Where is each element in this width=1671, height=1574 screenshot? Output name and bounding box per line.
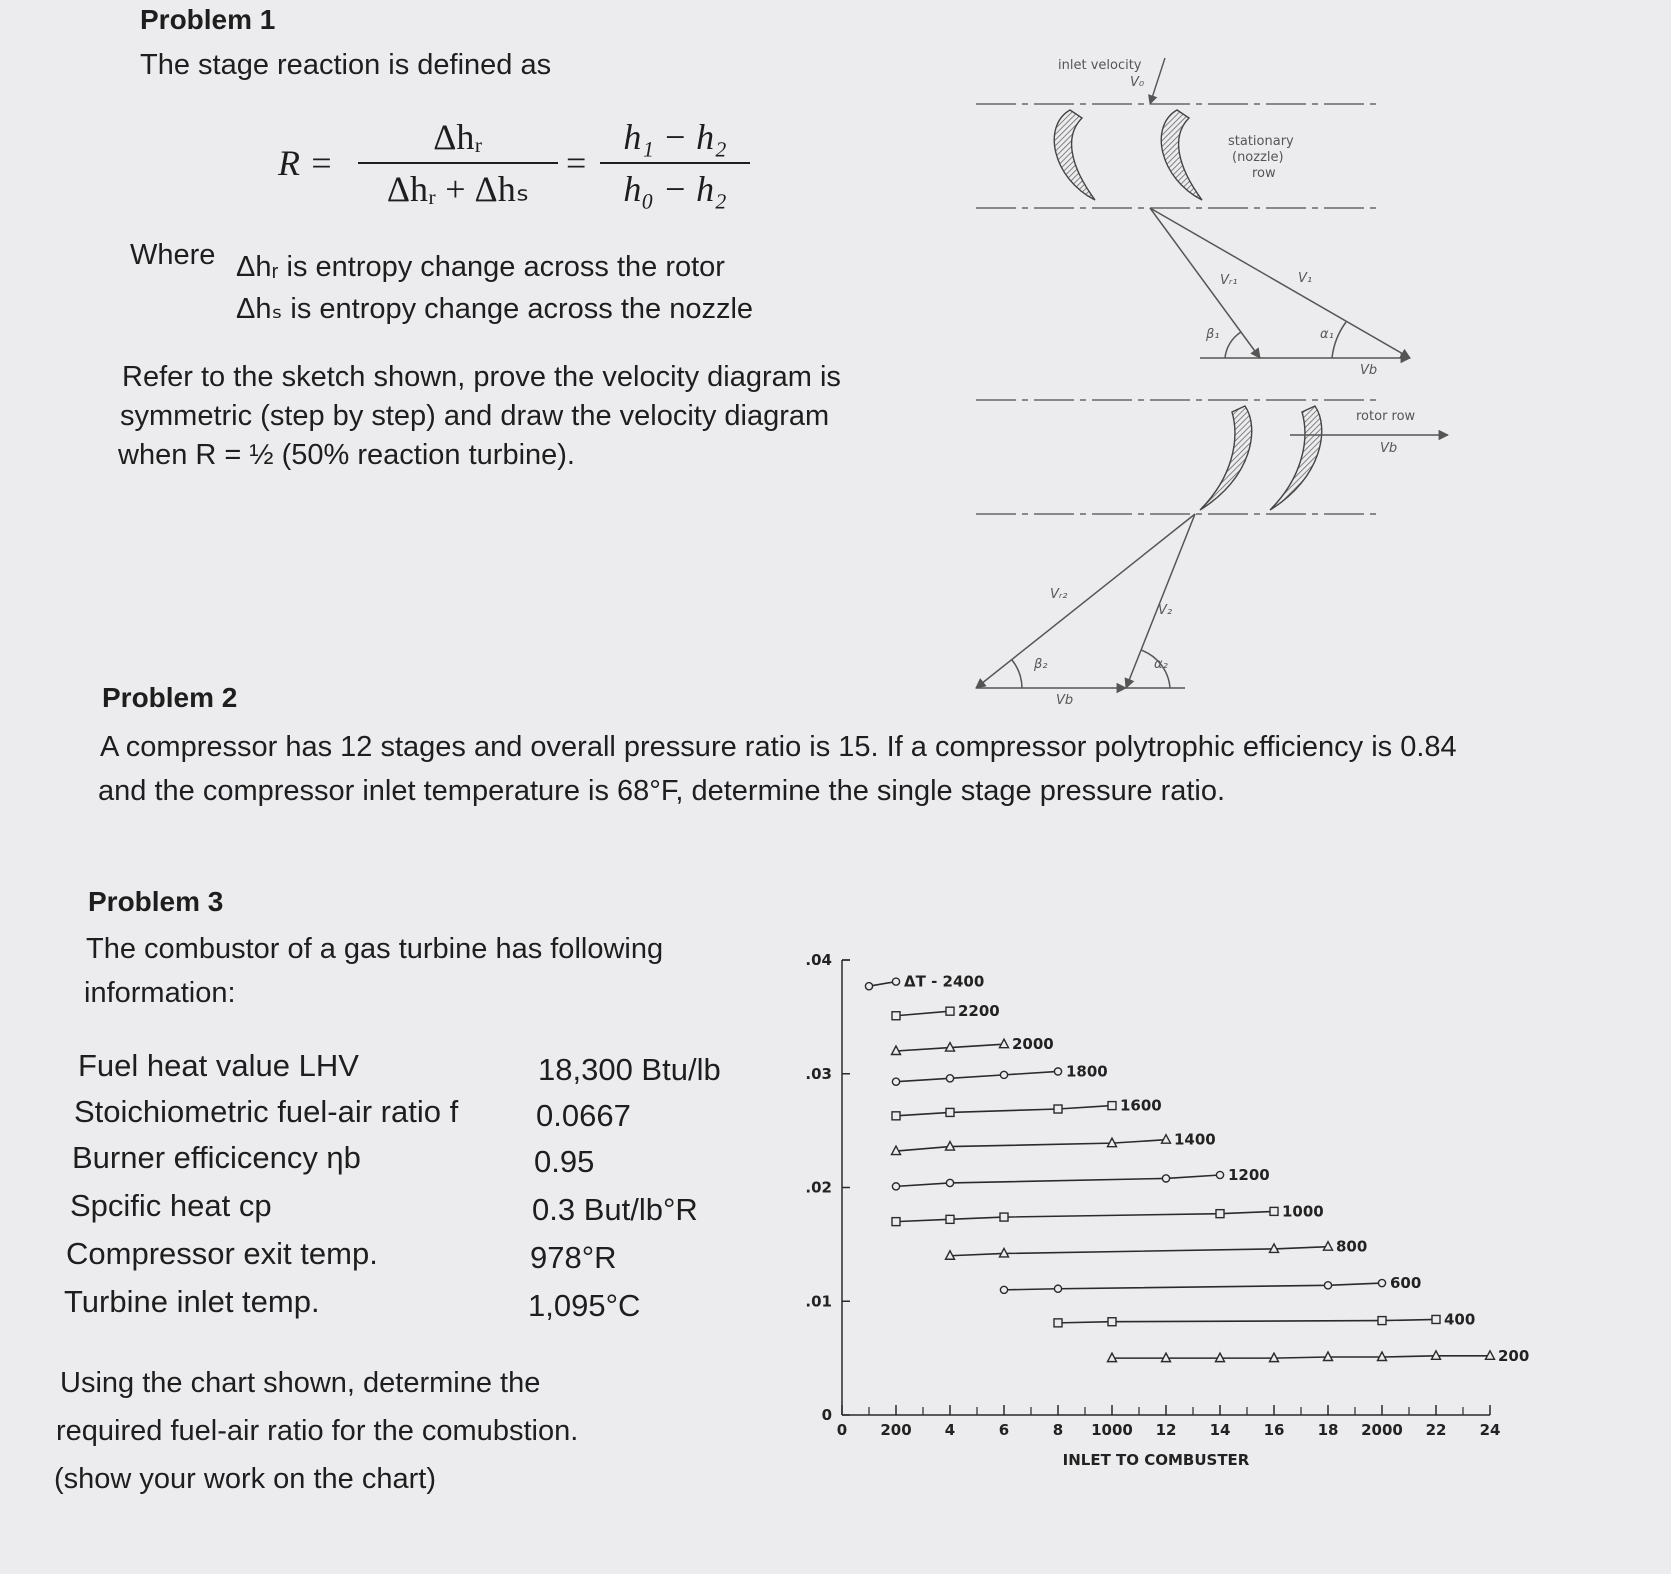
data-point [1000, 1213, 1008, 1221]
data-point [892, 1218, 900, 1226]
data-point [1108, 1102, 1116, 1110]
data-point [1162, 1135, 1171, 1144]
problem3-title: Problem 3 [88, 886, 224, 917]
fraction-2-denominator: h₀ − h₂ [623, 169, 727, 209]
data-point [1432, 1315, 1440, 1323]
problem3-task-line2: required fuel-air ratio for the comubstion. [56, 1415, 579, 1447]
problem3-task-line1: Using the chart shown, determine the [60, 1367, 541, 1399]
x-tick-label: 4 [944, 1421, 956, 1439]
y-tick-label: 0 [821, 1406, 832, 1424]
v1-label: V₁ [1298, 271, 1313, 286]
x-tick-label: 22 [1425, 1421, 1447, 1439]
y-tick-label: .04 [805, 951, 832, 969]
data-row-label: Compressor exit temp. [66, 1236, 378, 1271]
inlet-velocity-label: inlet velocity [1058, 58, 1142, 73]
inlet-velocity-arrow [1150, 58, 1165, 104]
data-row-value: 1,095°C [528, 1288, 641, 1323]
stationary-row-label-2: (nozzle) [1232, 150, 1284, 165]
x-tick-label: 0 [836, 1421, 848, 1439]
formula-equals: = [566, 143, 587, 183]
alpha1-arc [1332, 322, 1346, 358]
data-point [892, 1112, 900, 1120]
problem1-title: Problem 1 [140, 4, 276, 35]
chart-series [865, 978, 1494, 1362]
series-label: 800 [1336, 1237, 1368, 1256]
data-point [1270, 1207, 1278, 1215]
x-tick-label: 18 [1317, 1421, 1339, 1439]
data-point [1378, 1279, 1385, 1286]
data-point [1324, 1282, 1331, 1289]
fraction-1-denominator: Δhᵣ + Δhₛ [386, 169, 530, 209]
v0-label: V₀ [1130, 75, 1145, 90]
data-row-value: 0.95 [534, 1144, 595, 1179]
series-label: 1600 [1120, 1096, 1162, 1115]
beta1-label: β₁ [1206, 327, 1220, 342]
data-row-value: 0.0667 [536, 1098, 631, 1133]
series-label: 1000 [1282, 1202, 1324, 1221]
problem1-task-line3: when R = ½ (50% reaction turbine). [118, 439, 575, 471]
data-row-label: Spcific heat cp [70, 1188, 272, 1223]
data-point [1108, 1318, 1116, 1326]
v1-vector [1150, 208, 1410, 358]
series-label: 2200 [958, 1002, 1000, 1021]
x-axis-label: INLET TO COMBUSTER [1062, 1451, 1250, 1469]
series-label: 2000 [1012, 1035, 1054, 1054]
problem1-task-line2: symmetric (step by step) and draw the velocity diagram [120, 400, 830, 432]
data-point [1054, 1319, 1062, 1327]
data-point [1000, 1286, 1007, 1293]
data-point [1054, 1105, 1062, 1113]
data-point [946, 1179, 953, 1186]
v2-label: V₂ [1158, 603, 1173, 618]
alpha2-label: α₂ [1154, 657, 1168, 672]
alpha1-label: α₁ [1320, 327, 1334, 342]
x-tick-label: 2000 [1361, 1421, 1403, 1439]
problem2-line1: A compressor has 12 stages and overall pressure ratio is 15. If a compressor polytrophic efficiency is 0.84 [100, 731, 1457, 763]
data-row-value: 18,300 Btu/lb [538, 1052, 721, 1087]
chart-axes [842, 960, 1490, 1415]
data-point [1000, 1071, 1007, 1078]
y-tick-label: .01 [805, 1292, 832, 1311]
data-point [946, 1215, 954, 1223]
series-line [896, 1175, 1220, 1186]
data-point [946, 1007, 954, 1015]
inlet-velocity-triangle [1150, 208, 1410, 358]
series-label: 1200 [1228, 1165, 1270, 1184]
problem3-task-line3: (show your work on the chart) [54, 1463, 436, 1495]
x-tick-label: 8 [1052, 1421, 1064, 1439]
where-label: Where [130, 239, 216, 271]
data-point [946, 1075, 953, 1082]
data-point [1000, 1039, 1009, 1048]
nozzle-blade-2 [1161, 110, 1202, 200]
problem3-intro-line2: information: [84, 977, 236, 1009]
x-tick-label: 1000 [1091, 1421, 1133, 1439]
data-point [892, 978, 899, 985]
data-point [892, 1012, 900, 1020]
beta2-arc [1012, 660, 1022, 688]
y-tick-label: .03 [805, 1064, 832, 1083]
x-tick-label: 12 [1155, 1421, 1177, 1439]
problem3-intro-line1: The combustor of a gas turbine has following [86, 933, 664, 965]
data-point [1324, 1242, 1333, 1251]
series-line [896, 1106, 1112, 1116]
data-point [1054, 1285, 1061, 1292]
vr2-label: Vᵣ₂ [1050, 587, 1068, 602]
x-tick-label: 16 [1263, 1421, 1285, 1439]
series-label: 600 [1390, 1274, 1422, 1293]
where-rotor: Δhᵣ is entropy change across the rotor [236, 251, 725, 283]
stationary-row-label-1: stationary [1228, 134, 1294, 149]
fraction-1-numerator: Δhᵣ [358, 116, 558, 164]
problem2-title: Problem 2 [102, 682, 238, 713]
x-tick-label: 24 [1479, 1421, 1501, 1439]
data-row-value: 978°R [530, 1240, 617, 1275]
turbine-stage-sketch [960, 48, 1460, 708]
data-row-label: Fuel heat value LHV [78, 1048, 359, 1083]
y-tick-label: .02 [805, 1178, 832, 1197]
fraction-2-numerator: h₁ − h₂ [600, 116, 750, 164]
formula-fraction-2 [600, 116, 750, 210]
formula-lhs: R = [278, 143, 334, 183]
data-point [1216, 1171, 1223, 1178]
data-row-label: Burner efficicency ηb [72, 1140, 361, 1175]
rotor-blade-2 [1270, 406, 1322, 510]
nozzle-blade-1 [1054, 110, 1095, 200]
problem2-line2: and the compressor inlet temperature is 68°F, determine the single stage pressure ratio. [98, 775, 1226, 807]
data-point [1378, 1317, 1386, 1325]
where-nozzle: Δhₛ is entropy change across the nozzle [236, 293, 754, 325]
series-label: ΔT - 2400 [904, 972, 985, 991]
series-label: 200 [1498, 1346, 1530, 1365]
rotor-blade-1 [1200, 406, 1252, 510]
chart-labels [805, 951, 1529, 1469]
vr1-label: Vᵣ₁ [1220, 273, 1238, 288]
beta2-label: β₂ [1034, 657, 1048, 672]
beta1-arc [1225, 332, 1241, 358]
data-point [865, 983, 872, 990]
problem1-intro: The stage reaction is defined as [140, 49, 552, 81]
data-point [1054, 1068, 1061, 1075]
vr1-vector [1150, 208, 1260, 358]
data-row-label: Stoichiometric fuel-air ratio f [74, 1094, 459, 1129]
stationary-row-label-3: row [1252, 166, 1276, 181]
fuel-air-ratio-chart [780, 930, 1600, 1490]
x-tick-label: 14 [1209, 1421, 1231, 1439]
vb-bottom-label: Vb [1056, 693, 1074, 708]
data-point [892, 1183, 899, 1190]
vb-top-label: Vb [1360, 363, 1378, 378]
data-point [946, 1108, 954, 1116]
data-point [1216, 1210, 1224, 1218]
series-label: 400 [1444, 1310, 1476, 1329]
series-label: 1400 [1174, 1130, 1216, 1149]
data-point [1162, 1175, 1169, 1182]
series-line [896, 1011, 950, 1016]
rotor-row-label: rotor row [1356, 409, 1416, 424]
x-tick-label: 200 [880, 1421, 912, 1439]
data-point [892, 1078, 899, 1085]
x-tick-label: 6 [998, 1421, 1010, 1439]
data-row-label: Turbine inlet temp. [64, 1284, 320, 1319]
vb-mid-label: Vb [1380, 441, 1398, 456]
series-line [896, 1071, 1058, 1081]
series-label: 1800 [1066, 1062, 1108, 1081]
formula-fraction-1 [358, 116, 558, 210]
problem1-task-line1: Refer to the sketch shown, prove the velocity diagram is [122, 361, 841, 393]
data-row-value: 0.3 But/lb°R [532, 1192, 698, 1227]
series-line [896, 1140, 1166, 1151]
